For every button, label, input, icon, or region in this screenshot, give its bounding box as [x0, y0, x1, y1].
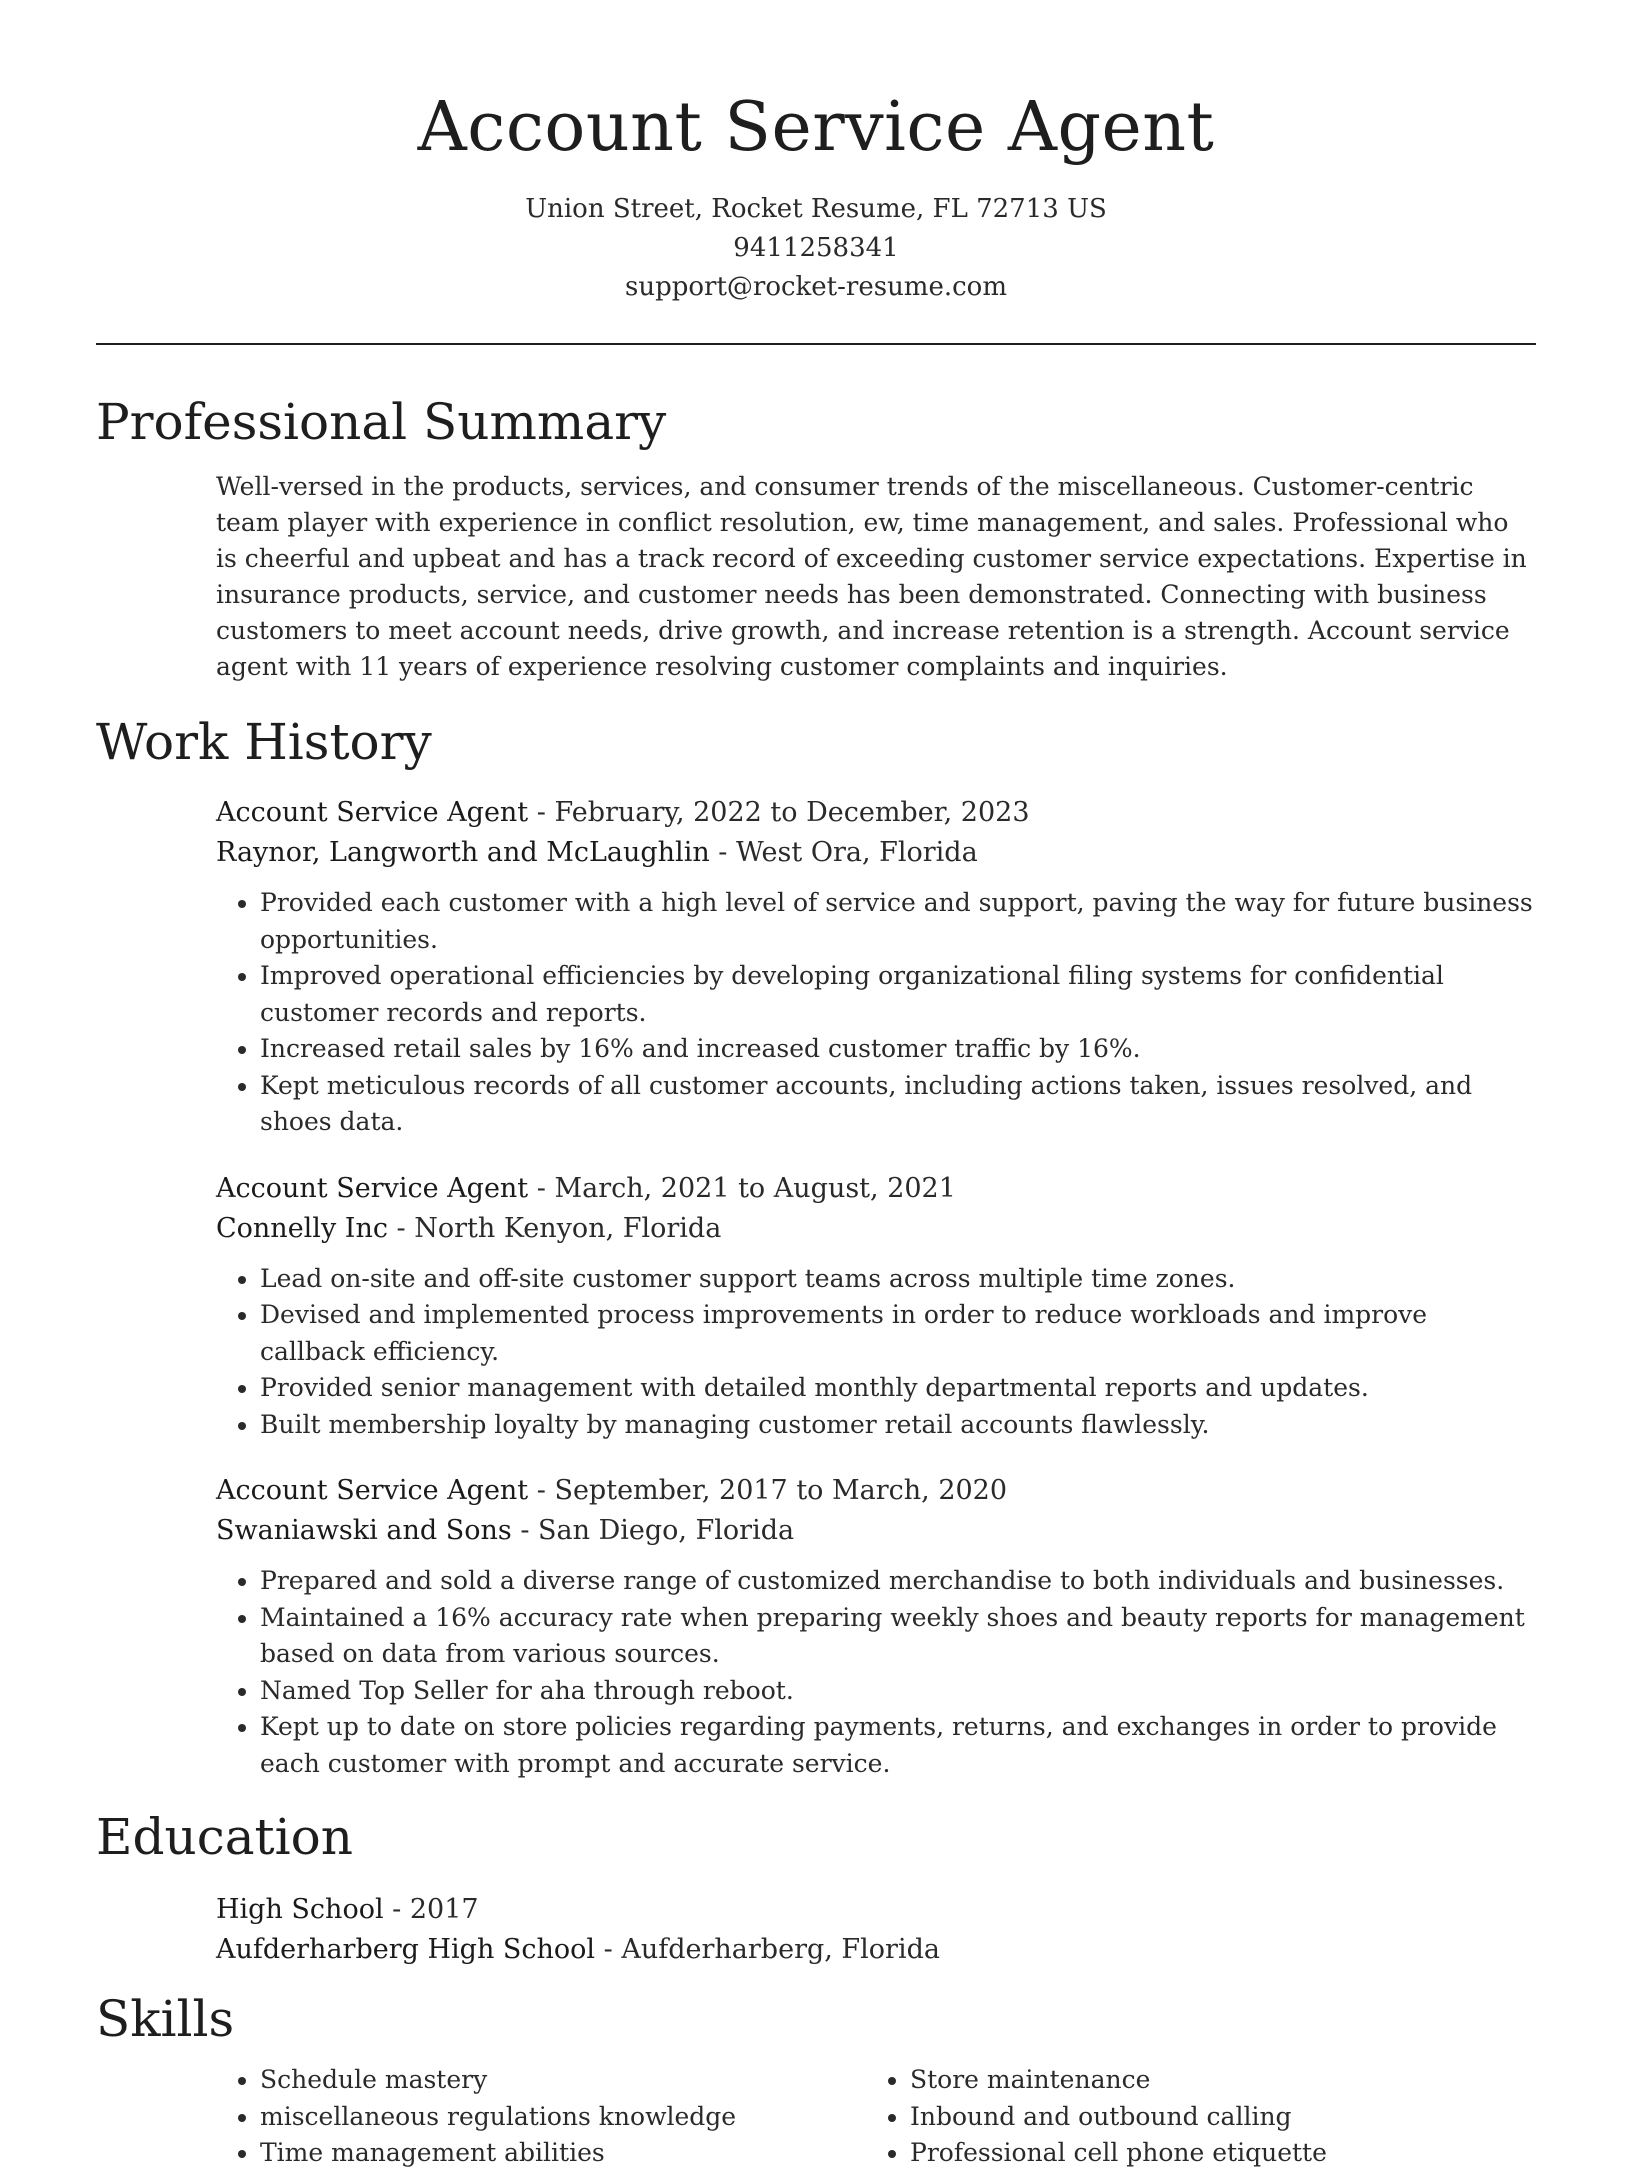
candidate-title: Account Service Agent: [417, 88, 1215, 167]
skill-item: • Professional cell phone etiquette: [910, 2135, 1516, 2172]
job-bullet: • Maintained a 16% accuracy rate when preparing weekly shoes and beauty reports for management based on data from various sources.: [260, 1600, 1536, 1673]
job-dates: - March, 2021 to August, 2021: [528, 1172, 956, 1204]
skill-item: • miscellaneous regulations knowledge: [260, 2099, 866, 2136]
phone-text: 9411258341: [733, 233, 899, 263]
job-location: - North Kenyon, Florida: [387, 1212, 722, 1244]
summary-text: Well-versed in the products, services, and consumer trends of the miscellaneous. Customer-centric team player with experience in conflict resolution, ew, time management, and sales. Professional who is cheerful and upbeat and has a track record of exceeding customer service expectations. Expertise in insurance products, service, and customer needs has been demonstrated. Connecting with business customers to meet account needs, drive growth, and increase retention is a strength. Account service agent with 11 years of experience resolving customer complaints and inquiries.: [216, 472, 1527, 681]
job-company: Raynor, Langworth and McLaughlin: [216, 837, 710, 868]
job-bullet: • Lead on-site and off-site customer support teams across multiple time zones.: [260, 1261, 1536, 1298]
skills-section: [96, 1986, 1536, 2172]
job-role-line: [216, 1471, 1536, 1511]
education-location: - Aufderharberg, Florida: [595, 1934, 940, 1965]
skill-item: • Schedule mastery: [260, 2062, 866, 2099]
education-degree: High School: [216, 1894, 384, 1925]
education-section: [96, 1804, 1536, 1970]
job-dates: - September, 2017 to March, 2020: [528, 1475, 1008, 1506]
job-entry: [96, 1169, 1536, 1444]
contact-block: [96, 190, 1536, 307]
job-company-line: [216, 1511, 1536, 1551]
skill-item: • Time management abilities: [260, 2135, 866, 2172]
job-role-line: [216, 793, 1536, 833]
job-bullet-list: [216, 885, 1536, 1141]
job-bullet: • Provided senior management with detailed monthly departmental reports and updates.: [260, 1370, 1536, 1407]
skill-item: • Store maintenance: [910, 2062, 1516, 2099]
job-company-line: [216, 833, 1536, 873]
job-bullet-list: [216, 1563, 1536, 1782]
skills-column-left: [216, 2062, 866, 2172]
resume-header: [96, 0, 1536, 307]
skills-column-right: [866, 2062, 1516, 2172]
job-bullet: • Built membership loyalty by managing customer retail accounts flawlessly.: [260, 1407, 1536, 1444]
email-text: support@rocket-resume.com: [624, 272, 1007, 302]
work-history-heading: Work History: [96, 713, 432, 771]
job-bullet: • Improved operational efficiencies by developing organizational filing systems for confidential customer records and reports.: [260, 958, 1536, 1031]
job-role: Account Service Agent: [216, 1475, 529, 1506]
job-role-line: [216, 1169, 1536, 1209]
job-role: Account Service Agent: [216, 1172, 529, 1204]
skills-heading: Skills: [96, 1990, 235, 2048]
skill-item: • Inbound and outbound calling: [910, 2099, 1516, 2136]
job-company-line: [216, 1209, 1536, 1249]
education-entry: [96, 1890, 1536, 1970]
job-bullet: • Kept up to date on store policies regarding payments, returns, and exchanges in order to provide each customer with prompt and accurate service.: [260, 1709, 1536, 1782]
job-bullet-list: [216, 1261, 1536, 1444]
job-entry: [96, 1471, 1536, 1782]
skills-grid: [96, 2062, 1536, 2172]
summary-section: [96, 389, 1536, 685]
job-bullet: • Provided each customer with a high level of service and support, paving the way for future business opportunities.: [260, 885, 1536, 958]
job-dates: - February, 2022 to December, 2023: [528, 797, 1030, 828]
job-bullet: • Devised and implemented process improvements in order to reduce workloads and improve callback efficiency.: [260, 1297, 1536, 1370]
job-entry: [96, 793, 1536, 1141]
job-location: - West Ora, Florida: [709, 837, 978, 868]
summary-heading: Professional Summary: [96, 393, 667, 451]
job-role: Account Service Agent: [216, 797, 529, 828]
education-year: - 2017: [383, 1894, 479, 1925]
job-bullet: • Increased retail sales by 16% and increased customer traffic by 16%.: [260, 1031, 1536, 1068]
education-degree-line: [216, 1890, 1536, 1930]
header-divider: [96, 343, 1536, 345]
education-school-line: [216, 1930, 1536, 1970]
work-history-section: [96, 709, 1536, 1782]
job-bullet: • Prepared and sold a diverse range of customized merchandise to both individuals and businesses.: [260, 1563, 1536, 1600]
job-bullet: • Kept meticulous records of all customer accounts, including actions taken, issues resolved, and shoes data.: [260, 1068, 1536, 1141]
job-bullet: • Named Top Seller for aha through reboot.: [260, 1673, 1536, 1710]
education-heading: Education: [96, 1808, 353, 1866]
job-company: Swaniawski and Sons: [216, 1515, 512, 1546]
job-location: - San Diego, Florida: [511, 1515, 795, 1546]
education-school: Aufderharberg High School: [216, 1934, 596, 1965]
address-text: Union Street, Rocket Resume, FL 72713 US: [525, 194, 1107, 224]
job-company: Connelly Inc: [216, 1212, 388, 1244]
